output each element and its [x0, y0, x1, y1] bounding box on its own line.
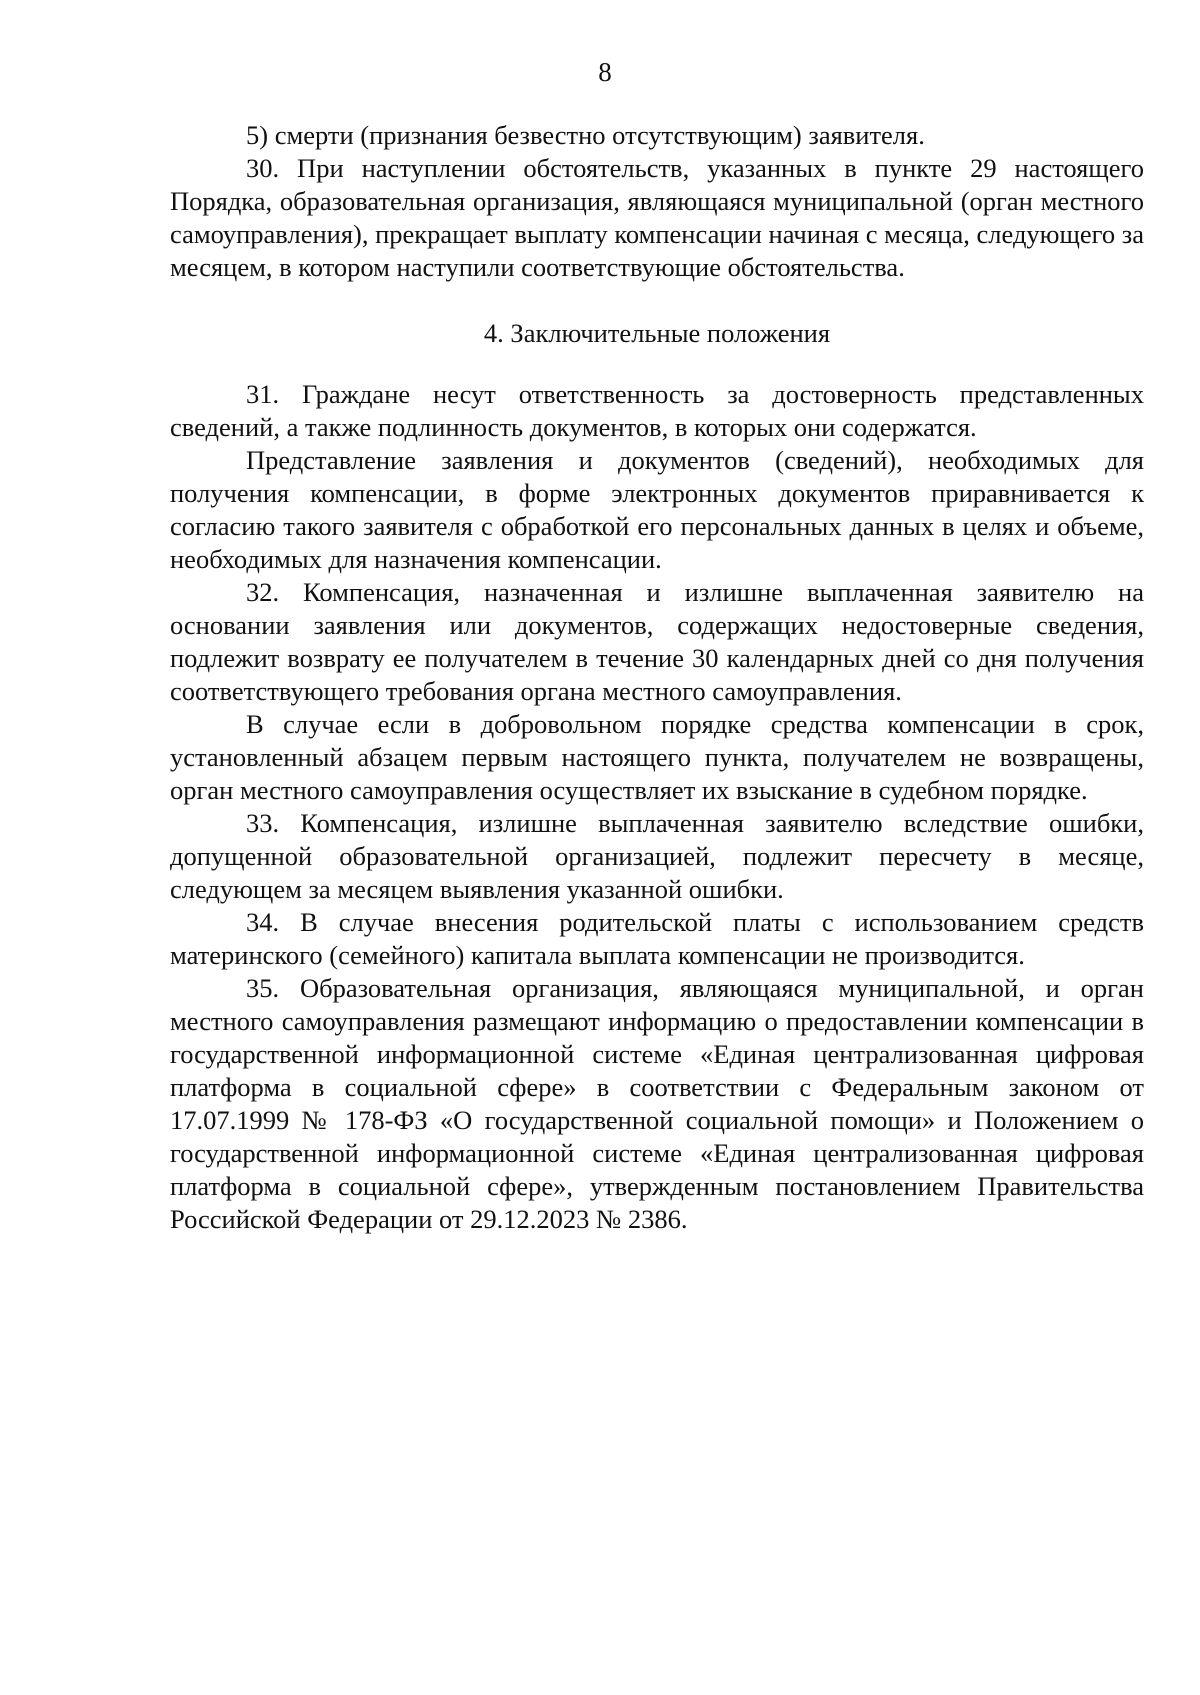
- paragraph-32: 32. Компенсация, назначенная и излишне выплаченная заявителю на основании заявления или документов, содержащих недостоверные сведения, подлежит возврату ее получателем в течение 30 календарных дней со дня получения соответствующего требования органа местного самоуправления.: [170, 577, 1144, 706]
- paragraph-30: 30. При наступлении обстоятельств, указанных в пункте 29 настоящего Порядка, образовательная организация, являющаяся муниципальной (орган местного самоуправления), прекращает выплату компенсации начиная с месяца, следующего за месяцем, в котором наступили соответствующие обстоятельства.: [170, 153, 1144, 282]
- paragraph-31: 31. Граждане несут ответственность за достоверность представленных сведений, а также подлинность документов, в которых они содержатся.: [170, 379, 1144, 442]
- paragraph-item-5: 5) смерти (признания безвестно отсутствующим) заявителя.: [246, 120, 925, 150]
- paragraph-34: 34. В случае внесения родительской платы с использованием средств материнского (семейного) капитала выплата компенсации не производится.: [170, 907, 1144, 970]
- paragraph-35: 35. Образовательная организация, являющаяся муниципальной, и орган местного самоуправления размещают информацию о предоставлении компенсации в государственной информационной системе «Единая централизованная цифровая платформа в социальной сфере» в соответствии с Федеральным законом от 17.07.1999 № 178-ФЗ «О государственной социальной помощи» и Положением о государственной информационной системе «Единая централизованная цифровая платформа в социальной сфере», утвержденным постановлением Правительства Российской Федерации от 29.12.2023 № 2386.: [170, 973, 1144, 1234]
- section-heading: 4. Заключительные положения: [483, 318, 831, 348]
- paragraph-31-continued: Представление заявления и документов (сведений), необходимых для получения компенсации, в форме электронных документов приравнивается к согласию такого заявителя с обработкой его персональных данных в целях и объеме, необходимых для назначения компенсации.: [170, 445, 1144, 574]
- paragraph-32-continued: В случае если в добровольном порядке средства компенсации в срок, установленный абзацем первым настоящего пункта, получателем не возвращены, орган местного самоуправления осуществляет их взыскание в судебном порядке.: [170, 709, 1144, 805]
- document-body: [170, 119, 1144, 1236]
- page-number: 8: [598, 57, 612, 87]
- paragraph-33: 33. Компенсация, излишне выплаченная заявителю вследствие ошибки, допущенной образовательной организацией, подлежит пересчету в месяце, следующем за месяцем выявления указанной ошибки.: [170, 808, 1144, 904]
